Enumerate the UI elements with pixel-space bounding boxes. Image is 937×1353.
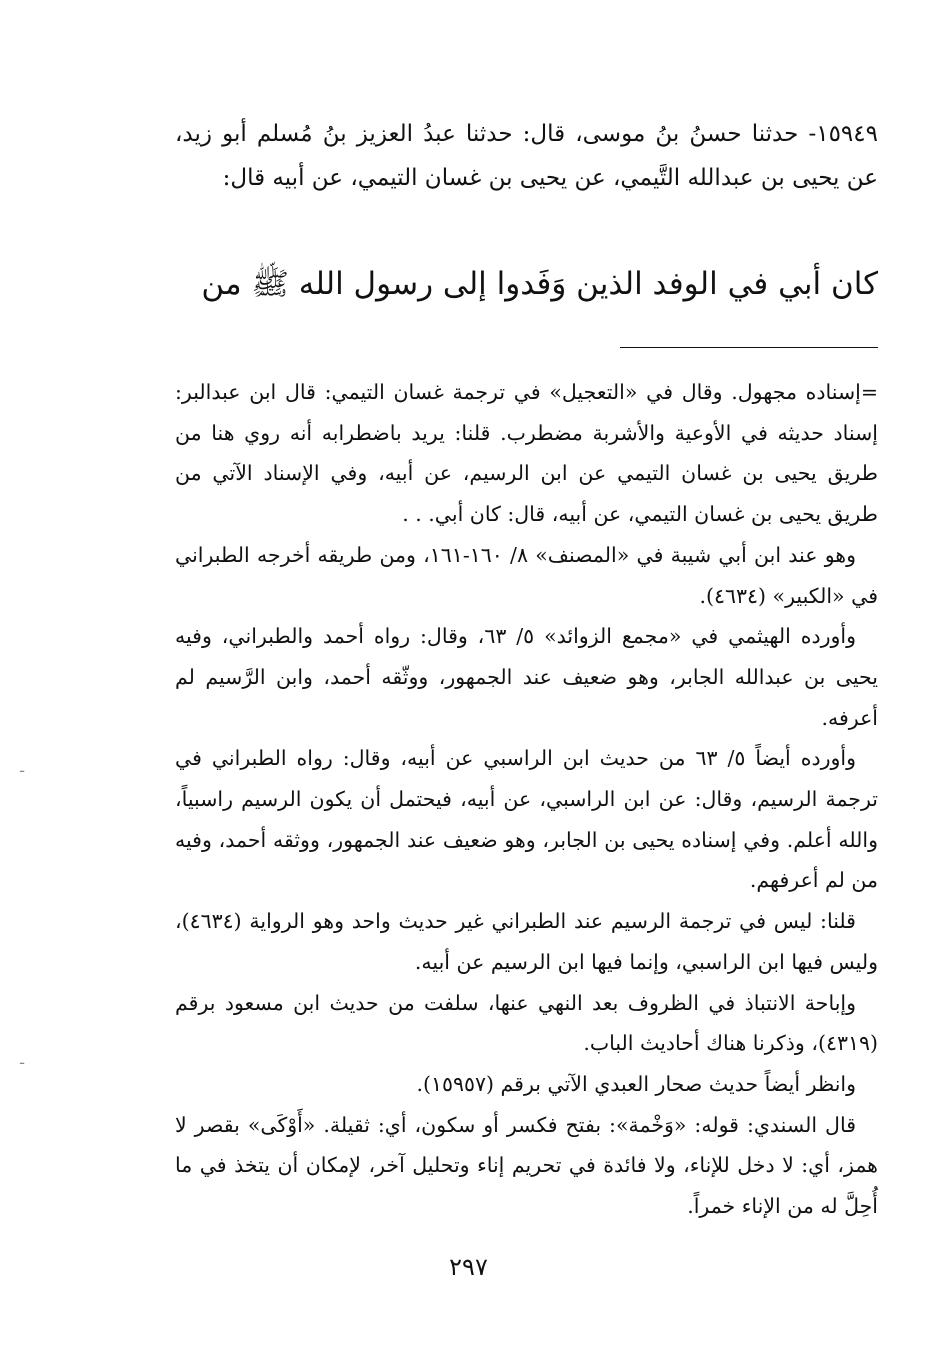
footnote-paragraph: وهو عند ابن أبي شيبة في «المصنف» ٨/ ١٦٠-١٦١، ومن طريقه أخرجه الطبراني في «الكبير» (٤٦٣٤). [175,542,878,608]
hadith-isnad: ١٥٩٤٩- حدثنا حسنُ بنُ موسى، قال: حدثنا عبدُ العزيز بنُ مُسلم أبو زيد، عن يحيى بن عبدالله التَّيمي، عن يحيى بن غسان التيمي، عن أبيه قال: [175,121,878,191]
page-number: ٢٩٧ [449,1253,488,1281]
hadith-header [175,112,878,200]
hadith-text: كان أبي في الوفد الذين وَفَدوا إلى رسول الله ﷺ من [201,266,878,302]
footnotes [175,372,878,1227]
footnote-paragraph: وأورده الهيثمي في «مجمع الزوائد» ٥/ ٦٣، وقال: رواه أحمد والطبراني، وفيه يحيى بن عبدالله الجابر، وهو ضعيف عند الجمهور، ووثّقه أحمد، وابن الرَّسيم لم أعرفه. [175,624,878,730]
margin-mark: ـ [20,1052,25,1068]
footnote-paragraph: وإباحة الانتباذ في الظروف بعد النهي عنها، سلفت من حديث ابن مسعود برقم (٤٣١٩)، وذكرنا هناك أحاديث الباب. [175,990,878,1056]
footnote-paragraph: وأورده أيضاً ٥/ ٦٣ من حديث ابن الراسبي عن أبيه، وقال: رواه الطبراني في ترجمة الرسيم، وقال: عن ابن الراسبي، عن أبيه، فيحتمل أن يكون الرسيم راسبياً، والله أعلم. وفي إسناده يحيى بن الجابر، وهو ضعيف عند الجمهور، ووثقه أحمد، وفيه من لم أعرفهم. [175,746,878,893]
footnote-paragraph: =إسناده مجهول. وقال في «التعجيل» في ترجمة غسان التيمي: قال ابن عبدالبر: إسناد حديثه في الأوعية والأشربة مضطرب. قلنا: يريد باضطرابه أنه روي هنا من طريق يحيى بن غسان التيمي عن ابن الرسيم، عن أبيه، وفي الإسناد الآتي من طريق يحيى بن غسان التيمي، عن أبيه، قال: كان أبي. . . [175,380,878,527]
footnote-paragraph: قال السندي: قوله: «وَخْمة»: بفتح فكسر أو سكون، أي: ثقيلة. «أَوْكَى» بقصر لا همز، أي: لا دخل للإناء، ولا فائدة في تحريم إناء وتحليل آخر، لإمكان أن يتخذ في ما أُحِلَّ له من الإناء خمراً. [175,1112,878,1219]
margin-mark: ـ [20,760,25,776]
footnote-paragraph: قلنا: ليس في ترجمة الرسيم عند الطبراني غير حديث واحد وهو الرواية (٤٦٣٤)، وليس فيها ابن الراسبي، وإنما فيها ابن الرسيم عن أبيه. [175,909,878,974]
footnote-separator [620,347,878,348]
footnote-paragraph: وانظر أيضاً حديث صحار العبدي الآتي برقم (١٥٩٥٧). [416,1071,856,1096]
